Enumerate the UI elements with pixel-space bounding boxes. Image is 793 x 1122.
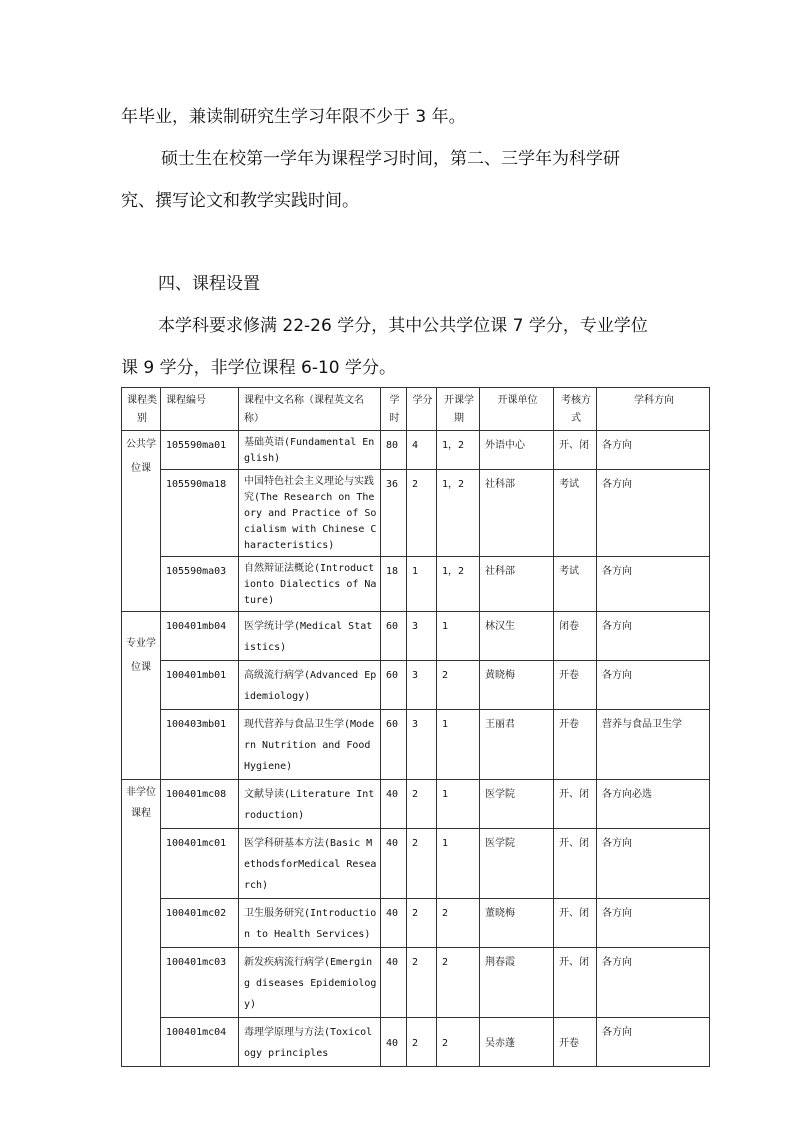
cell-assessment: 考试 — [554, 470, 597, 557]
cell-credits: 2 — [407, 899, 437, 948]
cell-direction: 各方向 — [597, 948, 710, 1018]
cell-code: 100401mc01 — [161, 829, 239, 899]
category-public: 公共学位课 — [122, 431, 161, 612]
cell-credits: 2 — [407, 470, 437, 557]
header-semester: 开课学期 — [437, 388, 480, 431]
cell-assessment: 开卷 — [554, 710, 597, 780]
cell-hours: 80 — [381, 431, 407, 470]
cell-hours: 60 — [381, 661, 407, 710]
header-code: 课程编号 — [161, 388, 239, 431]
header-credits: 学分 — [407, 388, 437, 431]
cell-credits: 2 — [407, 948, 437, 1018]
cell-credits: 3 — [407, 661, 437, 710]
cell-semester: 1 — [437, 710, 480, 780]
table-row — [122, 431, 710, 470]
header-category: 课程类别 — [122, 388, 161, 431]
paragraph-study-duration: 年毕业，兼读制研究生学习年限不少于 3 年。 — [121, 107, 466, 127]
cell-semester: 1，2 — [437, 431, 480, 470]
cell-code: 100403mb01 — [161, 710, 239, 780]
cell-unit: 董晓梅 — [480, 899, 554, 948]
cell-assessment: 开、闭 — [554, 780, 597, 829]
cell-unit: 王丽君 — [480, 710, 554, 780]
cell-semester: 1 — [437, 780, 480, 829]
cell-code: 105590ma03 — [161, 557, 239, 612]
table-row — [122, 470, 710, 557]
table-row — [122, 1018, 710, 1067]
cell-hours: 60 — [381, 710, 407, 780]
cell-hours: 40 — [381, 780, 407, 829]
cell-code: 100401mb01 — [161, 661, 239, 710]
cell-code: 100401mc02 — [161, 899, 239, 948]
table-row — [122, 557, 710, 612]
header-hours: 学时 — [381, 388, 407, 431]
cell-code: 100401mc03 — [161, 948, 239, 1018]
cell-semester: 1 — [437, 829, 480, 899]
cell-code: 105590ma01 — [161, 431, 239, 470]
cell-direction: 各方向 — [597, 661, 710, 710]
section-heading-course-setup: 四、课程设置 — [158, 274, 260, 294]
cell-semester: 2 — [437, 948, 480, 1018]
cell-name: 基础英语(Fundamental English) — [239, 431, 381, 470]
cell-unit: 外语中心 — [480, 431, 554, 470]
table-header-row — [122, 388, 710, 431]
cell-credits: 3 — [407, 710, 437, 780]
cell-semester: 2 — [437, 899, 480, 948]
cell-assessment: 开、闭 — [554, 948, 597, 1018]
cell-code: 100401mc04 — [161, 1018, 239, 1067]
table-row — [122, 780, 710, 829]
header-direction: 学科方向 — [597, 388, 710, 431]
cell-hours: 40 — [381, 899, 407, 948]
cell-assessment: 开、闭 — [554, 899, 597, 948]
cell-name: 新发疾病流行病学(Emerging diseases Epidemiology) — [239, 948, 381, 1018]
cell-direction: 各方向 — [597, 557, 710, 612]
cell-credits: 2 — [407, 829, 437, 899]
cell-credits: 2 — [407, 780, 437, 829]
cell-name: 中国特色社会主义理论与实践究(The Research on Theory and Practice of Socialism with Chinese Characteristics) — [239, 470, 381, 557]
cell-direction: 各方向 — [597, 1018, 710, 1067]
cell-semester: 2 — [437, 661, 480, 710]
cell-code: 100401mb04 — [161, 612, 239, 661]
cell-name: 医学统计学(Medical Statistics) — [239, 612, 381, 661]
cell-name: 自然辩证法概论(Introductionto Dialectics of Nature) — [239, 557, 381, 612]
cell-name: 毒理学原理与方法(Toxicology principles — [239, 1018, 381, 1067]
category-professional: 专业学位课 — [122, 612, 161, 780]
cell-hours: 18 — [381, 557, 407, 612]
cell-credits: 1 — [407, 557, 437, 612]
header-unit: 开课单位 — [480, 388, 554, 431]
cell-semester: 1，2 — [437, 557, 480, 612]
cell-direction: 各方向 — [597, 899, 710, 948]
table-row — [122, 612, 710, 661]
cell-name: 医学科研基本方法(Basic MethodsforMedical Research) — [239, 829, 381, 899]
paragraph-credits-line2: 课 9 学分，非学位课程 6-10 学分。 — [121, 358, 397, 378]
header-assessment: 考核方式 — [554, 388, 597, 431]
cell-assessment: 闭卷 — [554, 612, 597, 661]
cell-direction: 各方向 — [597, 829, 710, 899]
cell-code: 105590ma18 — [161, 470, 239, 557]
cell-credits: 4 — [407, 431, 437, 470]
cell-direction: 各方向 — [597, 612, 710, 661]
paragraph-schedule-line2: 究、撰写论文和教学实践时间。 — [121, 191, 359, 211]
cell-direction: 各方向必选 — [597, 780, 710, 829]
cell-unit: 林汉生 — [480, 612, 554, 661]
cell-hours: 40 — [381, 948, 407, 1018]
cell-name: 现代营养与食品卫生学(Modern Nutrition and Food Hygiene) — [239, 710, 381, 780]
cell-unit: 吴赤蓬 — [480, 1018, 554, 1067]
cell-assessment: 开、闭 — [554, 431, 597, 470]
table-row — [122, 899, 710, 948]
cell-unit: 社科部 — [480, 470, 554, 557]
cell-semester: 2 — [437, 1018, 480, 1067]
cell-unit: 社科部 — [480, 557, 554, 612]
paragraph-credits-line1: 本学科要求修满 22-26 学分，其中公共学位课 7 学分，专业学位 — [158, 316, 648, 336]
cell-direction: 营养与食品卫生学 — [597, 710, 710, 780]
cell-unit: 黄晓梅 — [480, 661, 554, 710]
cell-name: 文献导读(Literature Introduction) — [239, 780, 381, 829]
table-row — [122, 710, 710, 780]
paragraph-schedule-line1: 硕士生在校第一学年为课程学习时间，第二、三学年为科学研 — [161, 149, 620, 169]
cell-assessment: 考试 — [554, 557, 597, 612]
cell-credits: 2 — [407, 1018, 437, 1067]
cell-direction: 各方向 — [597, 431, 710, 470]
cell-semester: 1 — [437, 612, 480, 661]
header-name: 课程中文名称（课程英文名称） — [239, 388, 381, 431]
cell-name: 卫生服务研究(Introduction to Health Services) — [239, 899, 381, 948]
cell-assessment: 开、闭 — [554, 829, 597, 899]
cell-semester: 1，2 — [437, 470, 480, 557]
table-row — [122, 948, 710, 1018]
cell-hours: 40 — [381, 829, 407, 899]
cell-code: 100401mc08 — [161, 780, 239, 829]
cell-unit: 荆春霞 — [480, 948, 554, 1018]
cell-unit: 医学院 — [480, 780, 554, 829]
cell-unit: 医学院 — [480, 829, 554, 899]
table-row — [122, 661, 710, 710]
cell-hours: 36 — [381, 470, 407, 557]
cell-hours: 40 — [381, 1018, 407, 1067]
cell-credits: 3 — [407, 612, 437, 661]
table-row — [122, 829, 710, 899]
cell-direction: 各方向 — [597, 470, 710, 557]
course-table — [121, 387, 710, 1067]
category-non-degree: 非学位课程 — [122, 780, 161, 1067]
cell-assessment: 开卷 — [554, 661, 597, 710]
cell-hours: 60 — [381, 612, 407, 661]
cell-name: 高级流行病学(Advanced Epidemiology) — [239, 661, 381, 710]
cell-assessment: 开卷 — [554, 1018, 597, 1067]
